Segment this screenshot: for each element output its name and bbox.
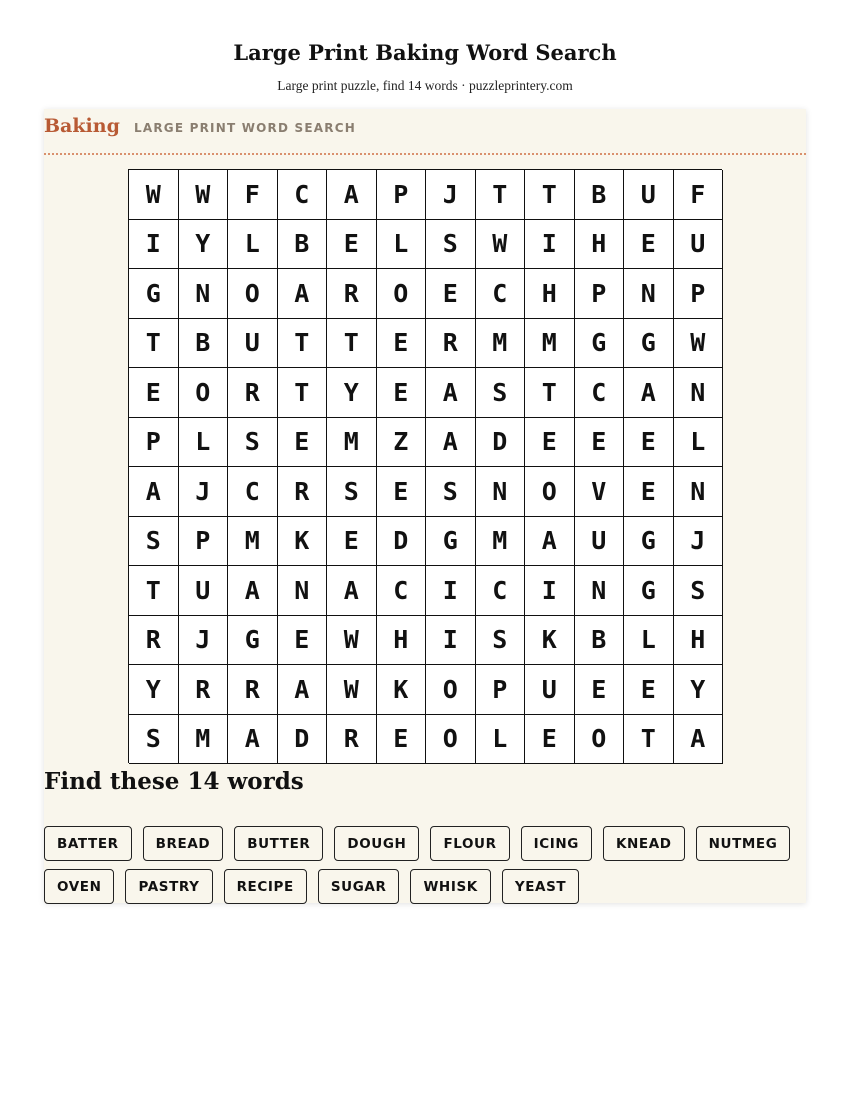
- grid-cell[interactable]: M: [476, 319, 526, 369]
- grid-cell[interactable]: J: [179, 467, 229, 517]
- letter-grid[interactable]: [128, 169, 722, 763]
- puzzle-card: [44, 109, 806, 903]
- grid-cell[interactable]: E: [377, 368, 427, 418]
- grid-cell[interactable]: J: [426, 170, 476, 220]
- grid-cell[interactable]: E: [624, 418, 674, 468]
- grid-cell[interactable]: P: [377, 170, 427, 220]
- grid-cell[interactable]: G: [228, 616, 278, 666]
- grid-cell[interactable]: T: [278, 319, 328, 369]
- grid-cell[interactable]: G: [575, 319, 625, 369]
- grid-cell[interactable]: E: [327, 517, 377, 567]
- grid-cell[interactable]: N: [674, 368, 724, 418]
- grid-cell[interactable]: W: [327, 616, 377, 666]
- grid-cell[interactable]: T: [624, 715, 674, 765]
- grid-cell[interactable]: G: [624, 566, 674, 616]
- grid-cell[interactable]: N: [674, 467, 724, 517]
- card-header: [44, 109, 806, 155]
- word-chip[interactable]: FLOUR: [430, 826, 509, 861]
- grid-cell[interactable]: Y: [179, 220, 229, 270]
- grid-cell[interactable]: U: [179, 566, 229, 616]
- page-title: Large Print Baking Word Search: [233, 40, 617, 65]
- grid-cell[interactable]: L: [179, 418, 229, 468]
- grid-cell[interactable]: M: [525, 319, 575, 369]
- grid-cell[interactable]: S: [129, 517, 179, 567]
- grid-cell[interactable]: R: [179, 665, 229, 715]
- grid-cell[interactable]: A: [327, 566, 377, 616]
- grid-cell[interactable]: W: [129, 170, 179, 220]
- grid-cell[interactable]: E: [327, 220, 377, 270]
- grid-cell[interactable]: M: [228, 517, 278, 567]
- grid-cell[interactable]: O: [525, 467, 575, 517]
- grid-cell[interactable]: A: [228, 566, 278, 616]
- grid-cell[interactable]: R: [327, 715, 377, 765]
- grid-cell[interactable]: J: [674, 517, 724, 567]
- grid-cell[interactable]: E: [624, 665, 674, 715]
- grid-cell[interactable]: F: [228, 170, 278, 220]
- grid-cell[interactable]: P: [179, 517, 229, 567]
- grid-cell[interactable]: K: [278, 517, 328, 567]
- word-chip[interactable]: BUTTER: [234, 826, 323, 861]
- word-list: [44, 826, 794, 904]
- puzzle-theme: Baking: [44, 115, 120, 137]
- grid-cell[interactable]: R: [228, 665, 278, 715]
- grid-cell[interactable]: E: [575, 418, 625, 468]
- grid-cell[interactable]: T: [327, 319, 377, 369]
- grid-cell[interactable]: Y: [129, 665, 179, 715]
- word-chip[interactable]: SUGAR: [318, 869, 400, 904]
- grid-cell[interactable]: N: [575, 566, 625, 616]
- grid-cell[interactable]: K: [525, 616, 575, 666]
- grid-cell[interactable]: M: [179, 715, 229, 765]
- word-chip[interactable]: BREAD: [143, 826, 224, 861]
- grid-cell[interactable]: P: [129, 418, 179, 468]
- grid-cell[interactable]: H: [674, 616, 724, 666]
- grid-cell[interactable]: A: [228, 715, 278, 765]
- grid-cell[interactable]: C: [228, 467, 278, 517]
- grid-cell[interactable]: N: [179, 269, 229, 319]
- grid-cell[interactable]: A: [426, 368, 476, 418]
- grid-cell[interactable]: R: [129, 616, 179, 666]
- grid-cell[interactable]: A: [278, 665, 328, 715]
- grid-cell[interactable]: E: [525, 715, 575, 765]
- grid-cell[interactable]: S: [476, 368, 526, 418]
- grid-cell[interactable]: C: [575, 368, 625, 418]
- grid-cell[interactable]: L: [624, 616, 674, 666]
- word-chip[interactable]: DOUGH: [334, 826, 419, 861]
- grid-cell[interactable]: R: [426, 319, 476, 369]
- grid-cell[interactable]: U: [575, 517, 625, 567]
- grid-cell[interactable]: D: [377, 517, 427, 567]
- grid-cell[interactable]: S: [129, 715, 179, 765]
- grid-cell[interactable]: I: [426, 616, 476, 666]
- grid-cell[interactable]: M: [327, 418, 377, 468]
- grid-cell[interactable]: I: [525, 220, 575, 270]
- grid-cell[interactable]: I: [129, 220, 179, 270]
- grid-cell[interactable]: V: [575, 467, 625, 517]
- grid-cell[interactable]: E: [624, 220, 674, 270]
- grid-cell[interactable]: F: [674, 170, 724, 220]
- grid-cell[interactable]: S: [476, 616, 526, 666]
- grid-cell[interactable]: W: [179, 170, 229, 220]
- grid-cell[interactable]: C: [278, 170, 328, 220]
- grid-cell[interactable]: O: [426, 665, 476, 715]
- word-chip[interactable]: RECIPE: [224, 869, 307, 904]
- grid-cell[interactable]: I: [525, 566, 575, 616]
- grid-cell[interactable]: G: [129, 269, 179, 319]
- grid-cell[interactable]: B: [278, 220, 328, 270]
- grid-cell[interactable]: E: [278, 418, 328, 468]
- puzzle-kind-label: LARGE PRINT WORD SEARCH: [134, 121, 356, 135]
- grid-cell[interactable]: E: [129, 368, 179, 418]
- grid-cell[interactable]: T: [129, 319, 179, 369]
- grid-cell[interactable]: L: [476, 715, 526, 765]
- word-chip[interactable]: NUTMEG: [696, 826, 791, 861]
- grid-cell[interactable]: B: [179, 319, 229, 369]
- grid-cell[interactable]: S: [228, 418, 278, 468]
- grid-cell[interactable]: T: [129, 566, 179, 616]
- word-chip[interactable]: BATTER: [44, 826, 132, 861]
- grid-cell[interactable]: H: [575, 220, 625, 270]
- word-chip[interactable]: WHISK: [410, 869, 490, 904]
- grid-cell[interactable]: N: [476, 467, 526, 517]
- word-chip[interactable]: KNEAD: [603, 826, 685, 861]
- grid-cell[interactable]: G: [426, 517, 476, 567]
- grid-cell[interactable]: R: [228, 368, 278, 418]
- grid-cell[interactable]: R: [278, 467, 328, 517]
- grid-cell[interactable]: Z: [377, 418, 427, 468]
- grid-cell[interactable]: E: [575, 665, 625, 715]
- grid-cell[interactable]: H: [377, 616, 427, 666]
- grid-cell[interactable]: T: [525, 170, 575, 220]
- grid-cell[interactable]: R: [327, 269, 377, 319]
- grid-cell[interactable]: A: [624, 368, 674, 418]
- grid-cell[interactable]: O: [426, 715, 476, 765]
- grid-cell[interactable]: M: [476, 517, 526, 567]
- grid-cell[interactable]: U: [525, 665, 575, 715]
- grid-cell[interactable]: U: [674, 220, 724, 270]
- grid-cell[interactable]: A: [129, 467, 179, 517]
- grid-cell[interactable]: P: [674, 269, 724, 319]
- grid-cell[interactable]: E: [377, 715, 427, 765]
- words-heading: Find these 14 words: [44, 768, 304, 795]
- grid-cell[interactable]: A: [327, 170, 377, 220]
- grid-cell[interactable]: A: [674, 715, 724, 765]
- grid-cell[interactable]: N: [278, 566, 328, 616]
- word-chip[interactable]: PASTRY: [125, 869, 212, 904]
- grid-cell[interactable]: A: [278, 269, 328, 319]
- grid-cell[interactable]: L: [228, 220, 278, 270]
- grid-cell[interactable]: K: [377, 665, 427, 715]
- grid-cell[interactable]: I: [426, 566, 476, 616]
- word-chip[interactable]: YEAST: [502, 869, 579, 904]
- word-chip[interactable]: ICING: [521, 826, 592, 861]
- grid-cell[interactable]: T: [525, 368, 575, 418]
- grid-cell[interactable]: Y: [674, 665, 724, 715]
- grid-cell[interactable]: W: [674, 319, 724, 369]
- grid-cell[interactable]: S: [426, 467, 476, 517]
- grid-cell[interactable]: C: [476, 269, 526, 319]
- grid-cell[interactable]: C: [476, 566, 526, 616]
- grid-cell[interactable]: E: [278, 616, 328, 666]
- word-chip[interactable]: OVEN: [44, 869, 114, 904]
- grid-cell[interactable]: D: [476, 418, 526, 468]
- grid-cell[interactable]: L: [377, 220, 427, 270]
- grid-cell[interactable]: N: [624, 269, 674, 319]
- grid-cell[interactable]: E: [525, 418, 575, 468]
- grid-cell[interactable]: A: [426, 418, 476, 468]
- grid-cell[interactable]: G: [624, 319, 674, 369]
- grid-cell[interactable]: J: [179, 616, 229, 666]
- grid-cell[interactable]: T: [476, 170, 526, 220]
- grid-cell[interactable]: U: [228, 319, 278, 369]
- grid-cell[interactable]: O: [377, 269, 427, 319]
- grid-cell[interactable]: B: [575, 616, 625, 666]
- grid-cell[interactable]: Y: [327, 368, 377, 418]
- grid-cell[interactable]: S: [426, 220, 476, 270]
- grid-cell[interactable]: A: [525, 517, 575, 567]
- grid-cell[interactable]: O: [575, 715, 625, 765]
- grid-cell[interactable]: S: [674, 566, 724, 616]
- grid-cell[interactable]: B: [575, 170, 625, 220]
- grid-cell[interactable]: E: [426, 269, 476, 319]
- grid-cell[interactable]: T: [278, 368, 328, 418]
- grid-cell[interactable]: E: [377, 467, 427, 517]
- grid-cell[interactable]: P: [476, 665, 526, 715]
- grid-cell[interactable]: P: [575, 269, 625, 319]
- grid-cell[interactable]: U: [624, 170, 674, 220]
- grid-cell[interactable]: D: [278, 715, 328, 765]
- grid-cell[interactable]: H: [525, 269, 575, 319]
- grid-cell[interactable]: C: [377, 566, 427, 616]
- grid-cell[interactable]: W: [476, 220, 526, 270]
- grid-cell[interactable]: O: [179, 368, 229, 418]
- grid-cell[interactable]: W: [327, 665, 377, 715]
- grid-cell[interactable]: O: [228, 269, 278, 319]
- grid-cell[interactable]: G: [624, 517, 674, 567]
- grid-cell[interactable]: E: [377, 319, 427, 369]
- page-subtitle: Large print puzzle, find 14 words · puzzleprintery.com: [277, 78, 573, 93]
- grid-cell[interactable]: S: [327, 467, 377, 517]
- grid-cell[interactable]: L: [674, 418, 724, 468]
- grid-cell[interactable]: E: [624, 467, 674, 517]
